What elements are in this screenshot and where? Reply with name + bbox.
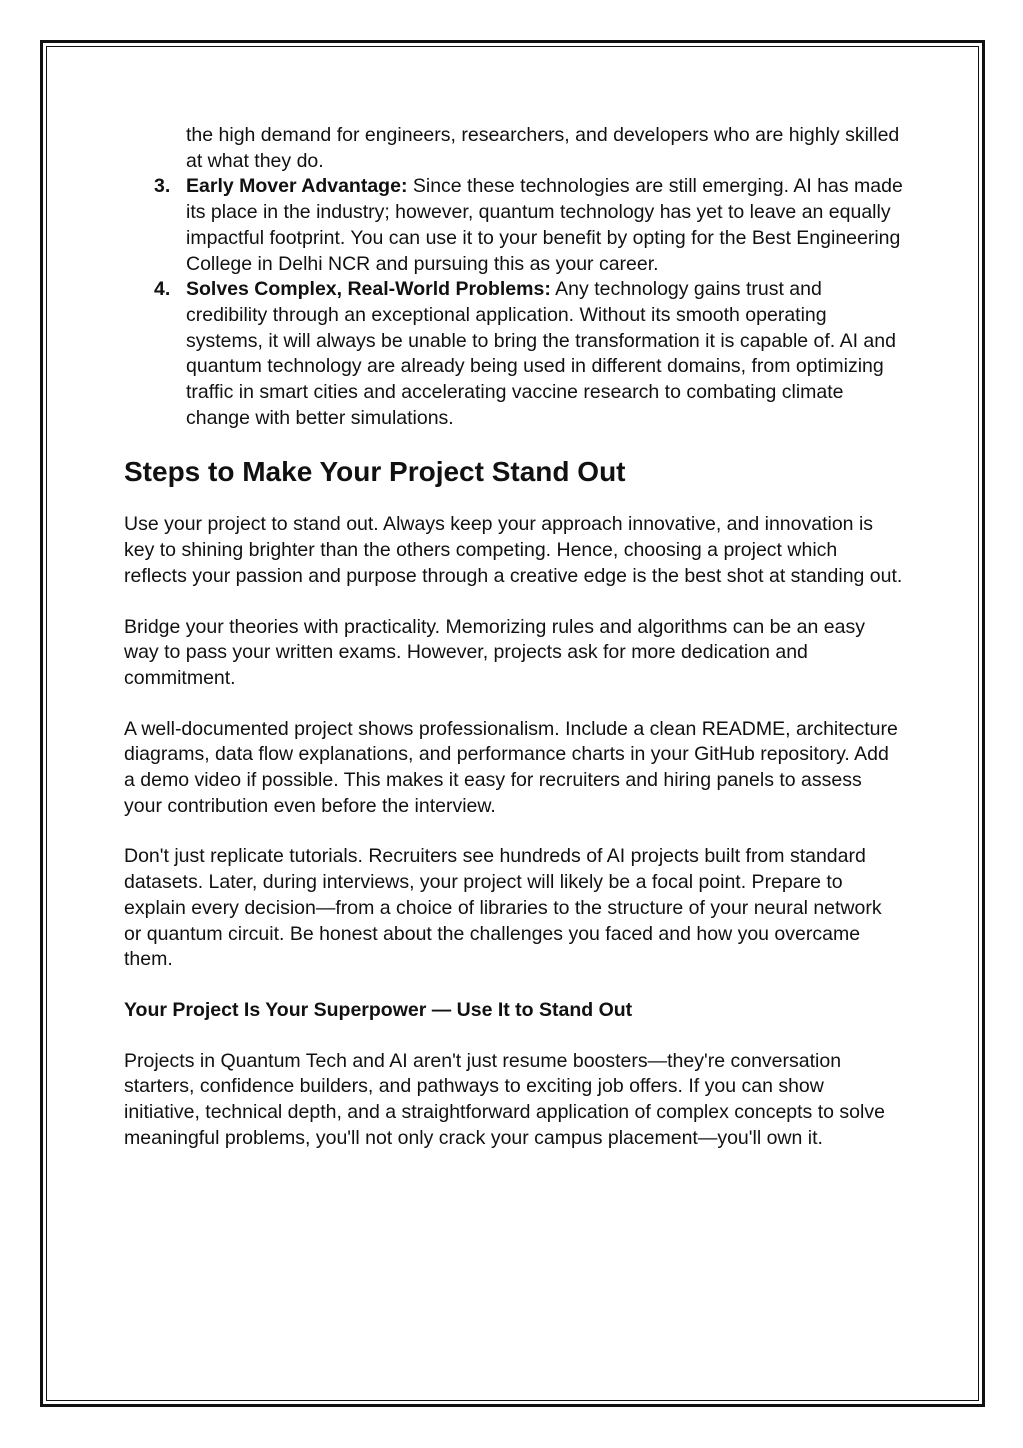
list-item-continuation: the high demand for engineers, researchers, and developers who are highly skilled at what they do.	[186, 124, 900, 172]
paragraph: Bridge your theories with practicality. Memorizing rules and algorithms can be an easy way to pass your written exams. However, projects ask for more dedication and commitment.	[124, 615, 865, 689]
paragraph: Don't just replicate tutorials. Recruiters see hundreds of AI projects built from standard datasets. Later, during interviews, your project will likely be a focal point. Prepare to explain every decision—from a choice of libraries to the structure of your neural network or quantum circuit. Be honest about the challenges you faced and how you overcame them.	[124, 845, 882, 971]
list-item	[124, 277, 904, 431]
section-heading: Steps to Make Your Project Stand Out	[124, 456, 626, 488]
benefits-list	[124, 174, 904, 431]
list-item-heading: Early Mover Advantage:	[186, 175, 408, 198]
list-item-heading: Solves Complex, Real-World Problems:	[186, 278, 551, 301]
closing-paragraph: Projects in Quantum Tech and AI aren't just resume boosters—they're conversation starters, confidence builders, and pathways to exciting job offers. If you can show initiative, technical depth, and a straightforward application of complex concepts to solve meaningful problems, you'll not only crack your campus placement—you'll own it.	[124, 1049, 885, 1149]
list-item-number: 4.	[154, 278, 171, 301]
list-item-text: Any technology gains trust and credibility through an exceptional application. Without its smooth operating systems, it will always be unable to bring the transformation it is capable of. AI and quantum technology are already being used in different domains, from optimizing traffic in smart cities and accelerating vaccine research to combating climate change with better simulations.	[186, 278, 896, 429]
list-item	[124, 174, 904, 277]
paragraph: Use your project to stand out. Always keep your approach innovative, and innovation is key to shining brighter than the others competing. Hence, choosing a project which reflects your passion and purpose through a creative edge is the best shot at standing out.	[124, 513, 903, 587]
paragraph: A well-documented project shows professionalism. Include a clean README, architecture diagrams, data flow explanations, and performance charts in your GitHub repository. Add a demo video if possible. This makes it easy for recruiters and hiring panels to assess your contribution even before the interview.	[124, 717, 898, 817]
sub-heading: Your Project Is Your Superpower — Use It to Stand Out	[124, 998, 633, 1021]
page-content	[124, 123, 904, 1177]
list-item-number: 3.	[154, 175, 171, 198]
list-item-text: Since these technologies are still emerging. AI has made its place in the industry; however, quantum technology has yet to leave an equally impactful footprint. You can use it to your benefit by opting for the Best Engineering College in Delhi NCR and pursuing this as your career.	[186, 175, 903, 275]
